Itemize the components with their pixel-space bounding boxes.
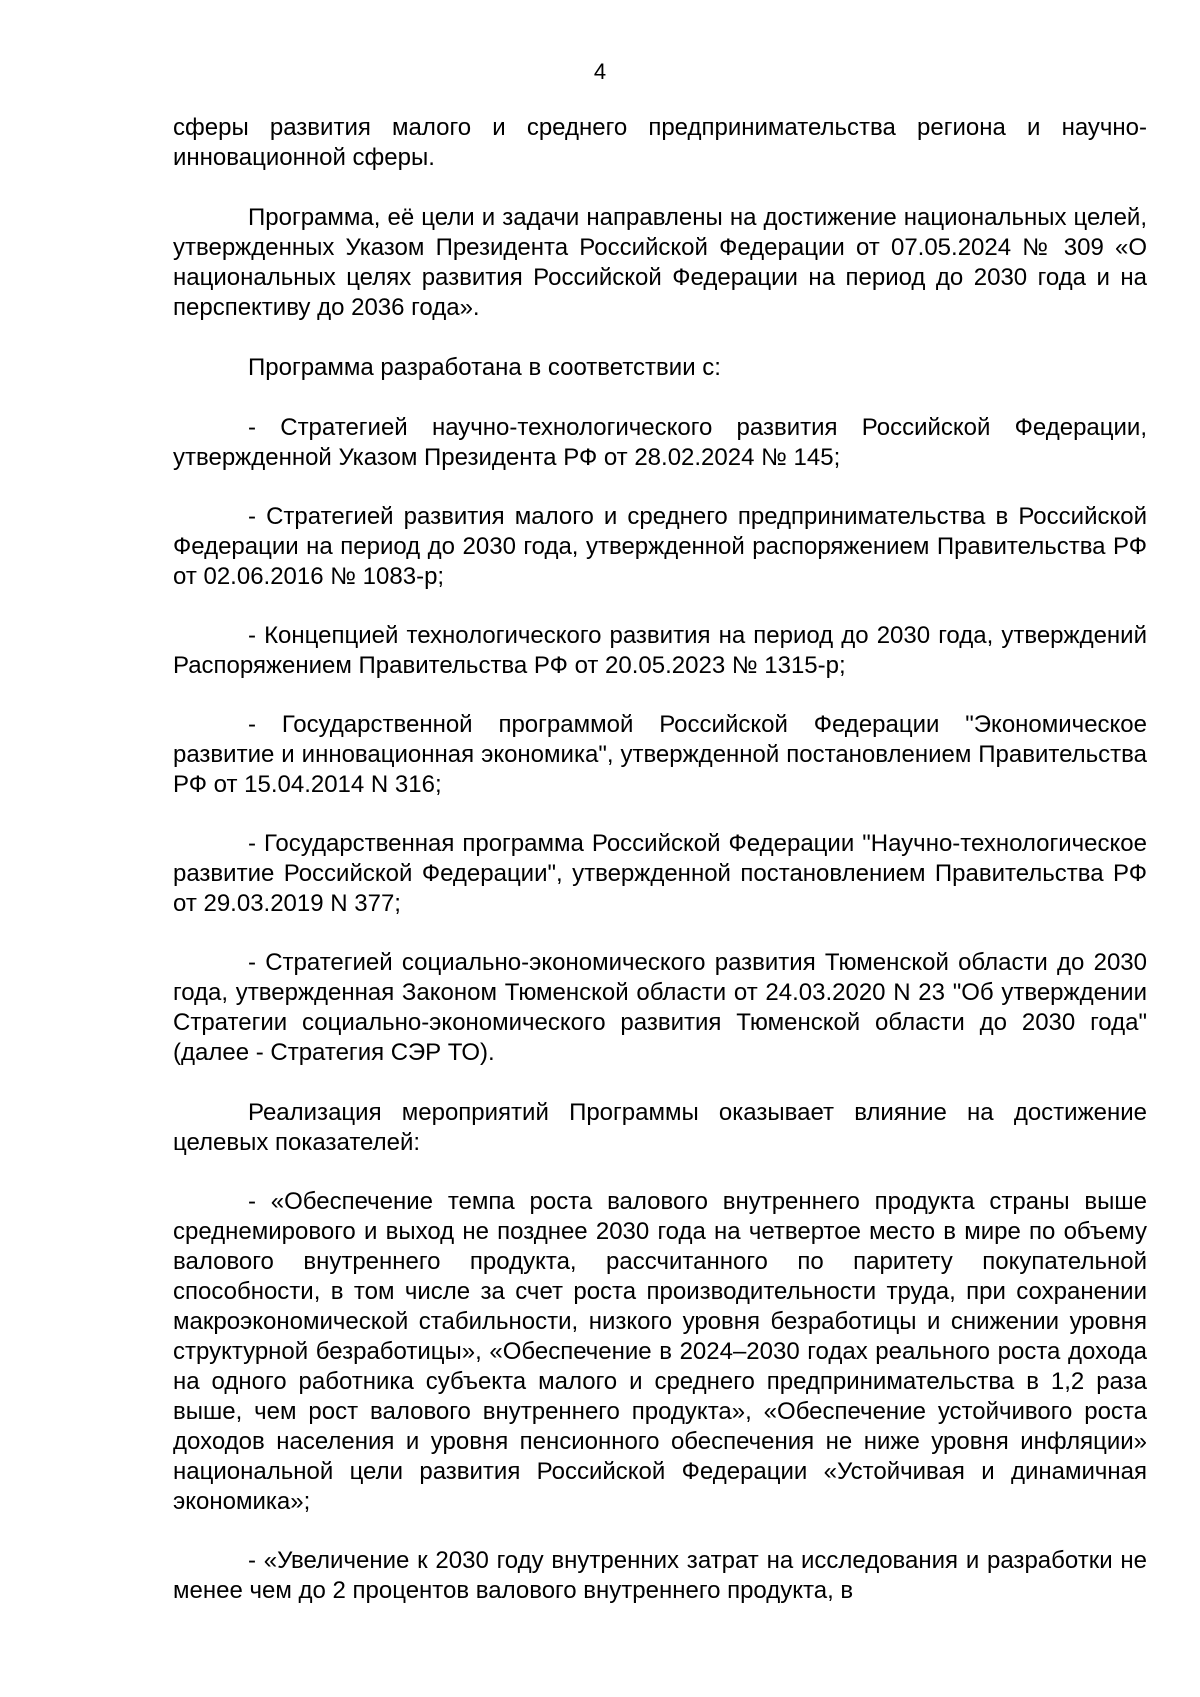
list-item-science-strategy: - Стратегией научно-технологического развития Российской Федерации, утвержденной Указом Президента РФ от 28.02.2024 № 145; [173, 414, 1147, 471]
document-body [173, 113, 1147, 1606]
list-item-research-spending: - «Увеличение к 2030 году внутренних затрат на исследования и разработки не менее чем до 2 процентов валового внутреннего продукта, в [173, 1547, 1147, 1604]
paragraph-target-indicators: Реализация мероприятий Программы оказывает влияние на достижение целевых показателей: [173, 1099, 1147, 1156]
paragraph-program-goals: Программа, её цели и задачи направлены на достижение национальных целей, утвержденных Указом Президента Российской Федерации от 07.05.2024 № 309 «О национальных целях развития Российской Федерации на период до 2030 года и на перспективу до 2036 года». [173, 204, 1147, 321]
paragraph-continuation: сферы развития малого и среднего предпринимательства региона и научно-инновационной сферы. [173, 114, 1147, 171]
list-item-tyumen-strategy: - Стратегией социально-экономического развития Тюменской области до 2030 года, утвержденная Законом Тюменской области от 24.03.2020 N 23 "Об утверждении Стратегии социально-экономического развития Тюменской области до 2030 года" (далее - Стратегия СЭР ТО). [173, 949, 1147, 1066]
list-item-economic-development-program: - Государственной программой Российской Федерации "Экономическое развитие и инновационная экономика", утвержденной постановлением Правительства РФ от 15.04.2014 N 316; [173, 711, 1147, 798]
list-item-economic-targets: - «Обеспечение темпа роста валового внутреннего продукта страны выше среднемирового и выход не позднее 2030 года на четвертое место в мире по объему валового внутреннего продукта, рассчитанного по паритету покупательной способности, в том числе за счет роста производительности труда, при сохранении макроэкономической стабильности, низкого уровня безработицы и снижении уровня структурной безработицы», «Обеспечение в 2024–2030 годах реального роста дохода на одного работника субъекта малого и среднего предпринимательства в 1,2 раза выше, чем рост валового внутреннего продукта», «Обеспечение устойчивого роста доходов населения и уровня пенсионного обеспечения не ниже уровня инфляции» национальной цели развития Российской Федерации «Устойчивая и динамичная экономика»; [173, 1188, 1147, 1515]
page-number: 4 [593, 59, 607, 84]
paragraph-developed-in-accordance: Программа разработана в соответствии с: [248, 354, 721, 381]
list-item-sme-strategy: - Стратегией развития малого и среднего предпринимательства в Российской Федерации на период до 2030 года, утвержденной распоряжением Правительства РФ от 02.06.2016 № 1083-р; [173, 503, 1147, 590]
list-item-science-technology-program: - Государственная программа Российской Федерации "Научно-технологическое развитие Российской Федерации", утвержденной постановлением Правительства РФ от 29.03.2019 N 377; [173, 830, 1147, 917]
list-item-technology-concept: - Концепцией технологического развития на период до 2030 года, утверждений Распоряжением Правительства РФ от 20.05.2023 № 1315-р; [173, 622, 1147, 679]
